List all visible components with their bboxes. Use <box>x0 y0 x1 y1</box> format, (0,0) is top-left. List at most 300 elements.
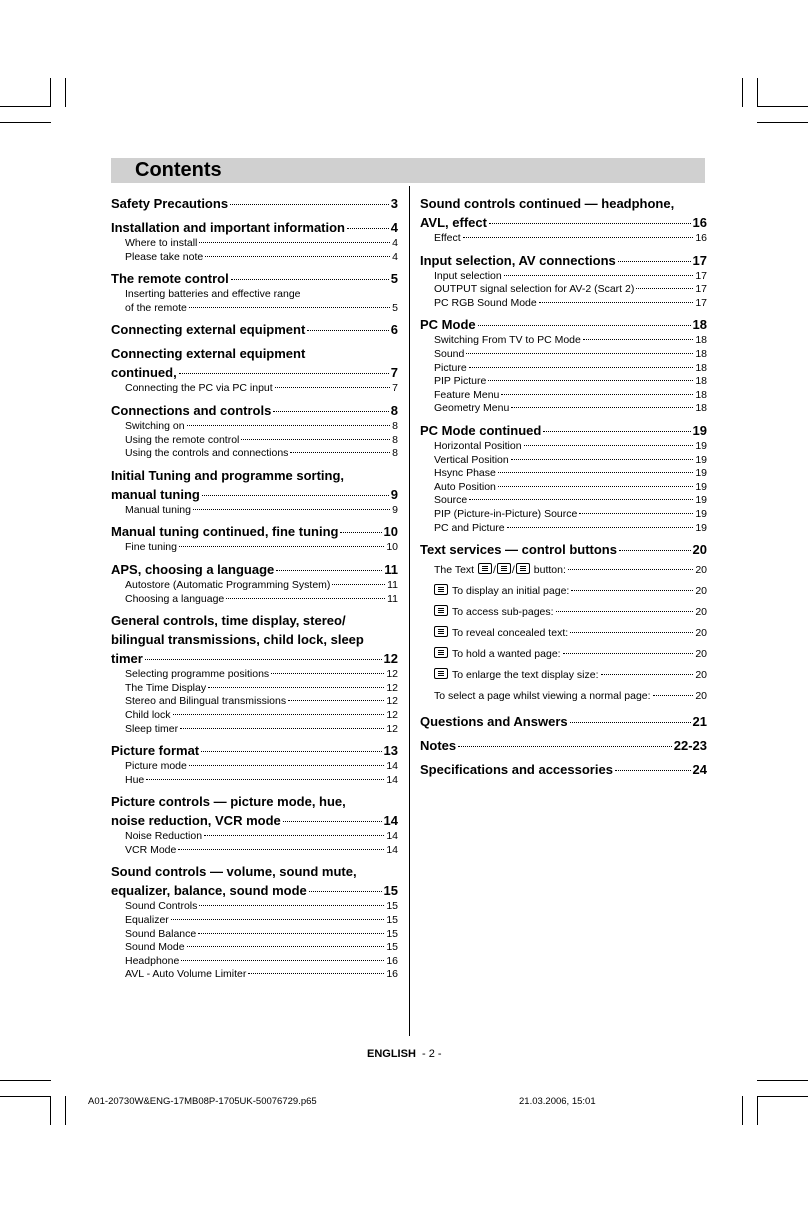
toc-entry <box>111 466 398 518</box>
toc-subentry <box>111 830 398 844</box>
dot-leader <box>173 714 385 715</box>
dot-leader <box>205 256 390 257</box>
text-service-line <box>434 686 707 707</box>
toc-entry-title <box>111 741 398 760</box>
toc-subentry-line-page: 14 <box>386 843 398 856</box>
dot-leader <box>570 632 693 633</box>
dot-leader <box>332 584 385 585</box>
text-service-page: 20 <box>695 585 707 598</box>
toc-subentry-line-page: 14 <box>386 773 398 786</box>
toc-subentry-line-text: Sound Mode <box>125 941 185 954</box>
toc-entry-heading <box>420 421 707 440</box>
toc-subentry <box>420 375 707 389</box>
toc-subentry <box>420 508 707 522</box>
toc-subentry-line <box>125 504 398 518</box>
crop-mark <box>50 1096 51 1125</box>
dot-leader <box>511 459 694 460</box>
toc-entry-title <box>420 315 707 334</box>
toc-entry-heading-text: Manual tuning continued, fine tuning <box>111 524 339 540</box>
dot-leader <box>579 513 693 514</box>
toc-entry-heading-page: 11 <box>384 561 398 577</box>
toc-subentry-line-text: PC RGB Sound Mode <box>434 296 537 309</box>
text-service-line <box>434 602 707 623</box>
toc-subentry-line-page: 18 <box>695 388 707 401</box>
toc-entry <box>111 560 398 606</box>
teletext-icon <box>434 626 448 637</box>
toc-subentry-line-page: 14 <box>386 760 398 773</box>
teletext-icon <box>434 647 448 658</box>
toc-subentry <box>111 941 398 955</box>
toc-subentry-line-page: 12 <box>386 708 398 721</box>
toc-entry-heading <box>111 320 398 339</box>
dot-leader <box>199 905 384 906</box>
title-bar <box>111 158 705 183</box>
toc-subentry-line <box>434 232 707 246</box>
toc-entry-heading-page: 17 <box>692 252 707 268</box>
dot-leader <box>563 653 694 654</box>
toc-entry-heading-text: equalizer, balance, sound mode <box>111 883 307 899</box>
dot-leader <box>179 546 384 547</box>
toc-subentry-line <box>125 541 398 555</box>
toc-subentry-line-text: Vertical Position <box>434 453 509 466</box>
toc-subentry-line-page: 18 <box>695 347 707 360</box>
crop-mark <box>757 1096 808 1097</box>
teletext-icon <box>478 563 492 574</box>
toc-subentry-line <box>434 362 707 376</box>
toc-entry-title <box>111 862 398 900</box>
crop-mark <box>50 78 51 107</box>
toc-subentry-line-page: 5 <box>392 301 398 314</box>
crop-mark <box>0 1096 51 1097</box>
toc-subentry-line <box>434 454 707 468</box>
toc-subentry-line <box>125 830 398 844</box>
toc-subentry-line-text: Autostore (Automatic Programming System) <box>125 578 331 591</box>
toc-subentry-line-page: 10 <box>386 541 398 554</box>
toc-subentry-line-text: The Time Display <box>125 681 207 694</box>
text-service-text: The Text / / button: <box>434 564 566 577</box>
text-service-item <box>420 602 707 623</box>
toc-subentry-line-text: VCR Mode <box>125 843 177 856</box>
toc-subentry-line <box>125 968 398 982</box>
toc-entry-heading-text: Picture format <box>111 743 200 759</box>
toc-subentry-line <box>125 774 398 788</box>
toc-subentry-line-page: 12 <box>386 681 398 694</box>
dot-leader <box>189 307 390 308</box>
toc-entry-title <box>111 269 398 288</box>
dot-leader <box>570 722 691 723</box>
toc-entry-heading-page: 13 <box>383 743 398 759</box>
dot-leader <box>507 527 694 528</box>
toc-subentry <box>420 454 707 468</box>
toc-entry-title-pre: Sound controls — volume, sound mute, <box>111 864 357 880</box>
text-service-before: The Text <box>434 564 475 577</box>
toc-entry-title <box>420 540 707 559</box>
toc-entry-heading-text: noise reduction, VCR mode <box>111 813 281 829</box>
toc-subentry <box>111 541 398 555</box>
crop-mark <box>742 1096 743 1125</box>
dot-leader <box>309 891 382 892</box>
toc-subentry-line-text: Source <box>434 494 468 507</box>
toc-subentry-line-page: 12 <box>386 722 398 735</box>
toc-entry-title-pre: Picture controls — picture mode, hue, <box>111 794 346 810</box>
toc-subentry-line <box>125 914 398 928</box>
text-service-label: To display an initial page: <box>452 585 570 598</box>
dot-leader <box>466 353 693 354</box>
toc-subentry-line-text: Please take note <box>125 250 204 263</box>
toc-subentry-line-page: 18 <box>695 334 707 347</box>
toc-entry-heading-text: Specifications and accessories <box>420 762 613 778</box>
toc-subentry <box>111 682 398 696</box>
dot-leader <box>187 425 391 426</box>
toc-subentry <box>111 504 398 518</box>
dot-leader <box>543 431 690 432</box>
teletext-icon <box>497 563 511 574</box>
toc-subentry-line <box>125 900 398 914</box>
toc-subentry <box>420 232 707 246</box>
text-service-text <box>434 644 561 665</box>
crop-mark <box>0 122 51 123</box>
toc-subentry <box>111 774 398 788</box>
crop-mark <box>757 1080 808 1081</box>
dot-leader <box>290 452 390 453</box>
toc-subentry-line-text: Using the remote control <box>125 433 240 446</box>
dot-leader <box>145 659 382 660</box>
crop-mark <box>757 122 808 123</box>
toc-entry-title <box>111 344 398 382</box>
dot-leader <box>199 242 390 243</box>
toc-entry-heading-text: Installation and important information <box>111 220 345 235</box>
toc-subentry-line-page: 16 <box>386 968 398 981</box>
toc-entry-heading-text: AVL, effect <box>420 215 487 230</box>
dot-leader <box>571 590 693 591</box>
toc-entry-title <box>111 320 398 339</box>
toc-subentry-line-page: 18 <box>695 361 707 374</box>
dot-leader <box>498 486 693 487</box>
toc-entry-heading <box>111 485 398 504</box>
toc-entry-heading-text: timer <box>111 651 143 667</box>
toc-subentry-line-text: AVL - Auto Volume Limiter <box>125 968 247 981</box>
toc-entry-title <box>420 712 707 731</box>
text-service-page: 20 <box>695 606 707 619</box>
dot-leader <box>619 550 691 551</box>
toc-entry-heading <box>111 522 398 541</box>
toc-subentry-line-page: 19 <box>695 467 707 480</box>
toc-subentry-line-text: PIP (Picture-in-Picture) Source <box>434 507 578 520</box>
toc-entry-heading-page: 20 <box>692 542 707 558</box>
toc-subentry-line-page: 19 <box>695 439 707 452</box>
crop-mark <box>742 78 743 107</box>
toc-entry-heading-page: 3 <box>390 196 398 211</box>
toc-entry-title-pre: General controls, time display, stereo/ bilingual transmissions, child lock, sleep <box>111 613 364 648</box>
toc-subentry <box>111 695 398 709</box>
toc-subentry-line <box>125 760 398 774</box>
toc-entry-title <box>111 194 398 213</box>
toc-subentry-line-text: Connecting the PC via PC input <box>125 382 273 395</box>
page-title: Contents <box>135 159 222 181</box>
dot-leader <box>226 598 385 599</box>
toc-entry-heading <box>420 760 707 779</box>
toc-entry-heading-page: 14 <box>383 813 398 829</box>
crop-mark <box>65 78 66 107</box>
toc-subentry-pre: Inserting batteries and effective range <box>125 288 301 301</box>
dot-leader <box>501 394 693 395</box>
toc-subentry-line-text: Stereo and Bilingual transmissions <box>125 695 287 708</box>
toc-entry-heading-page: 6 <box>390 322 398 338</box>
text-service-label: To access sub-pages: <box>452 606 554 619</box>
toc-entry-heading <box>111 649 398 668</box>
toc-subentry-line-page: 4 <box>392 237 398 249</box>
dot-leader <box>288 700 384 701</box>
toc-subentry-line-text: Using the controls and connections <box>125 447 289 460</box>
toc-subentry <box>111 760 398 774</box>
dot-leader <box>271 673 384 674</box>
text-service-item <box>420 644 707 665</box>
toc-entry-heading-text: APS, choosing a language <box>111 561 275 577</box>
toc-subentry-line <box>434 508 707 522</box>
dot-leader <box>568 569 693 570</box>
toc-subentry <box>420 297 707 311</box>
toc-subentry-line <box>434 522 707 536</box>
crop-mark <box>0 106 51 107</box>
toc-subentry-line <box>434 389 707 403</box>
dot-leader <box>478 325 691 326</box>
toc-entry <box>111 269 398 315</box>
text-service-page: 20 <box>695 690 707 703</box>
toc-entry-heading-page: 16 <box>692 215 707 230</box>
dot-leader <box>273 411 388 412</box>
toc-entry-title <box>111 466 398 504</box>
toc-entry-heading-text: Text services — control buttons <box>420 542 617 558</box>
toc-subentry <box>111 579 398 593</box>
dot-leader <box>469 499 693 500</box>
toc-subentry-line-text: Hsync Phase <box>434 467 496 480</box>
toc-subentry-line-text: of the remote <box>125 301 187 314</box>
toc-subentry-line-page: 15 <box>386 900 398 913</box>
toc-subentry-line-text: Input selection <box>434 269 502 282</box>
dot-leader <box>201 751 381 752</box>
teletext-icon <box>434 605 448 616</box>
teletext-icon <box>434 668 448 679</box>
toc-entry <box>420 194 707 246</box>
text-service-label: button: <box>533 564 566 577</box>
toc-entry-title-pre: Connecting external equipment <box>111 346 306 362</box>
dot-leader <box>489 223 691 224</box>
toc-subentry <box>420 362 707 376</box>
toc-entry <box>111 218 398 264</box>
toc-subentry-line-text: Sound Controls <box>125 900 198 913</box>
toc-subentry-line-text: Picture <box>434 361 467 374</box>
toc-subentry-line <box>434 467 707 481</box>
toc-entry-heading <box>111 881 398 900</box>
toc-subentry-line-page: 4 <box>392 250 398 263</box>
toc-entry-heading <box>420 736 707 755</box>
toc-entry-title-pre: Sound controls continued — headphone, <box>420 196 675 211</box>
toc-entry <box>111 522 398 555</box>
toc-subentry <box>420 467 707 481</box>
toc-entry-heading-text: continued, <box>111 365 177 381</box>
crop-mark <box>65 1096 66 1125</box>
toc-subentry-line-page: 8 <box>392 447 398 460</box>
crop-mark <box>757 106 808 107</box>
toc-subentry-line-text: Switching From TV to PC Mode <box>434 334 581 347</box>
toc-entry-heading-text: Questions and Answers <box>420 714 568 730</box>
text-service-text <box>434 602 554 623</box>
toc-subentry-line <box>125 302 398 316</box>
toc-subentry <box>420 522 707 536</box>
toc-subentry-line-text: Selecting programme positions <box>125 668 270 681</box>
toc-subentry-line <box>125 941 398 955</box>
toc-entry <box>420 760 707 779</box>
toc-subentry <box>111 434 398 448</box>
toc-subentry-line-text: Picture mode <box>125 760 187 773</box>
toc-subentry <box>111 900 398 914</box>
toc-subentry-line <box>434 375 707 389</box>
toc-subentry-line <box>125 447 398 461</box>
dot-leader <box>601 674 694 675</box>
toc-entry-heading-text: manual tuning <box>111 486 200 502</box>
dot-leader <box>189 765 384 766</box>
toc-subentry-line-page: 8 <box>392 433 398 446</box>
toc-subentry <box>420 402 707 416</box>
toc-subentry-line-page: 7 <box>392 382 398 395</box>
footer-page-number: - 2 - <box>422 1048 442 1060</box>
toc-entry-title <box>111 611 398 668</box>
toc-subentry-line-page: 16 <box>695 232 707 244</box>
toc-subentry-line-page: 19 <box>695 507 707 520</box>
toc-subentry-line <box>125 237 398 251</box>
dot-leader <box>504 275 694 276</box>
toc-entry-title <box>111 560 398 579</box>
toc-right-column <box>420 194 707 784</box>
text-service-page: 20 <box>695 564 707 577</box>
toc-entry <box>420 540 707 559</box>
toc-entry-heading <box>111 269 398 288</box>
toc-entry-heading-text: Connecting external equipment <box>111 322 306 338</box>
toc-subentry-line-page: 19 <box>695 494 707 507</box>
toc-entry <box>420 712 707 731</box>
text-service-text <box>434 686 651 707</box>
toc-entry-title <box>111 401 398 420</box>
toc-entry-heading <box>420 712 707 731</box>
dot-leader <box>241 439 390 440</box>
toc-entry-title <box>420 760 707 779</box>
toc-subentry <box>111 723 398 737</box>
dot-leader <box>469 367 694 368</box>
toc-subentry <box>420 283 707 297</box>
toc-subentry <box>111 447 398 461</box>
toc-entry-heading <box>111 194 398 213</box>
toc-subentry-line-page: 18 <box>695 375 707 388</box>
toc-subentry-line <box>125 709 398 723</box>
dot-leader <box>204 835 384 836</box>
toc-entry <box>111 862 398 982</box>
dot-leader <box>556 611 694 612</box>
toc-subentry-line-page: 15 <box>386 914 398 927</box>
toc-subentry-line-text: OUTPUT signal selection for AV-2 (Scart 2) <box>434 283 635 296</box>
teletext-icon <box>434 584 448 595</box>
toc-subentry-line-text: Sleep timer <box>125 722 179 735</box>
toc-entry <box>420 736 707 755</box>
toc-subentry-line <box>434 348 707 362</box>
toc-subentry <box>111 251 398 265</box>
toc-subentry-line-text: PIP Picture <box>434 375 487 388</box>
toc-subentry-line-page: 17 <box>695 283 707 296</box>
toc-entry-heading <box>420 213 707 232</box>
dot-leader <box>198 933 384 934</box>
toc-subentry-line-text: Equalizer <box>125 914 169 927</box>
toc-subentry-line-text: Auto Position <box>434 480 496 493</box>
toc-subentry-line-page: 17 <box>695 269 707 282</box>
toc-subentry-line-page: 12 <box>386 668 398 681</box>
toc-entry-title <box>420 194 707 232</box>
column-divider <box>409 186 410 1036</box>
text-service-line <box>434 581 707 602</box>
toc-entry-heading-page: 15 <box>383 883 398 899</box>
text-service-label: To select a page whilst viewing a normal page: <box>434 690 651 703</box>
dot-leader <box>230 204 389 205</box>
dot-leader <box>179 373 389 374</box>
toc-left-column <box>111 194 398 987</box>
text-service-label: To hold a wanted page: <box>452 648 561 661</box>
toc-subentry-line-page: 14 <box>386 830 398 843</box>
toc-subentry <box>111 709 398 723</box>
dot-leader <box>146 779 384 780</box>
toc-subentry-line <box>125 682 398 696</box>
toc-entry-heading-text: Input selection, AV connections <box>420 252 616 268</box>
toc-subentry <box>111 237 398 251</box>
toc-entry <box>420 315 707 416</box>
toc-entry-heading-page: 24 <box>692 762 707 778</box>
dot-leader <box>307 330 388 331</box>
text-service-label: To reveal concealed text: <box>452 627 569 640</box>
toc-entry-heading <box>420 540 707 559</box>
toc-subentry-line-page: 15 <box>386 941 398 954</box>
text-service-item <box>420 581 707 602</box>
dot-leader <box>347 228 389 229</box>
dot-leader <box>463 237 694 238</box>
toc-entry-heading-page: 12 <box>383 651 398 667</box>
toc-subentry-line-text: Hue <box>125 773 145 786</box>
toc-subentry-line <box>125 928 398 942</box>
dot-leader <box>208 687 384 688</box>
toc-subentry <box>420 481 707 495</box>
toc-subentry <box>420 494 707 508</box>
text-service-line <box>434 623 707 644</box>
dot-leader <box>653 695 694 696</box>
toc-subentry <box>420 334 707 348</box>
toc-subentry-line <box>125 434 398 448</box>
toc-subentry-line-text: Noise Reduction <box>125 830 203 843</box>
toc-subentry-line-text: PC and Picture <box>434 521 505 534</box>
toc-entry-title <box>420 736 707 755</box>
toc-subentry-line <box>434 270 707 284</box>
toc-entry-heading-text: Notes <box>420 738 457 754</box>
toc-entry-title <box>111 792 398 830</box>
dot-leader <box>539 302 694 303</box>
toc-entry-heading-page: 10 <box>383 524 398 540</box>
footer-language: ENGLISH <box>367 1048 416 1060</box>
dot-leader <box>171 919 385 920</box>
text-service-page: 20 <box>695 627 707 640</box>
dot-leader <box>275 387 390 388</box>
toc-entry <box>111 611 398 736</box>
text-service-item <box>420 560 707 581</box>
toc-subentry-line-text: Effect <box>434 232 461 244</box>
toc-subentry-line <box>434 283 707 297</box>
toc-entry-heading-page: 8 <box>390 402 398 418</box>
toc-subentry-line-text: Headphone <box>125 954 180 967</box>
dot-leader <box>583 339 693 340</box>
